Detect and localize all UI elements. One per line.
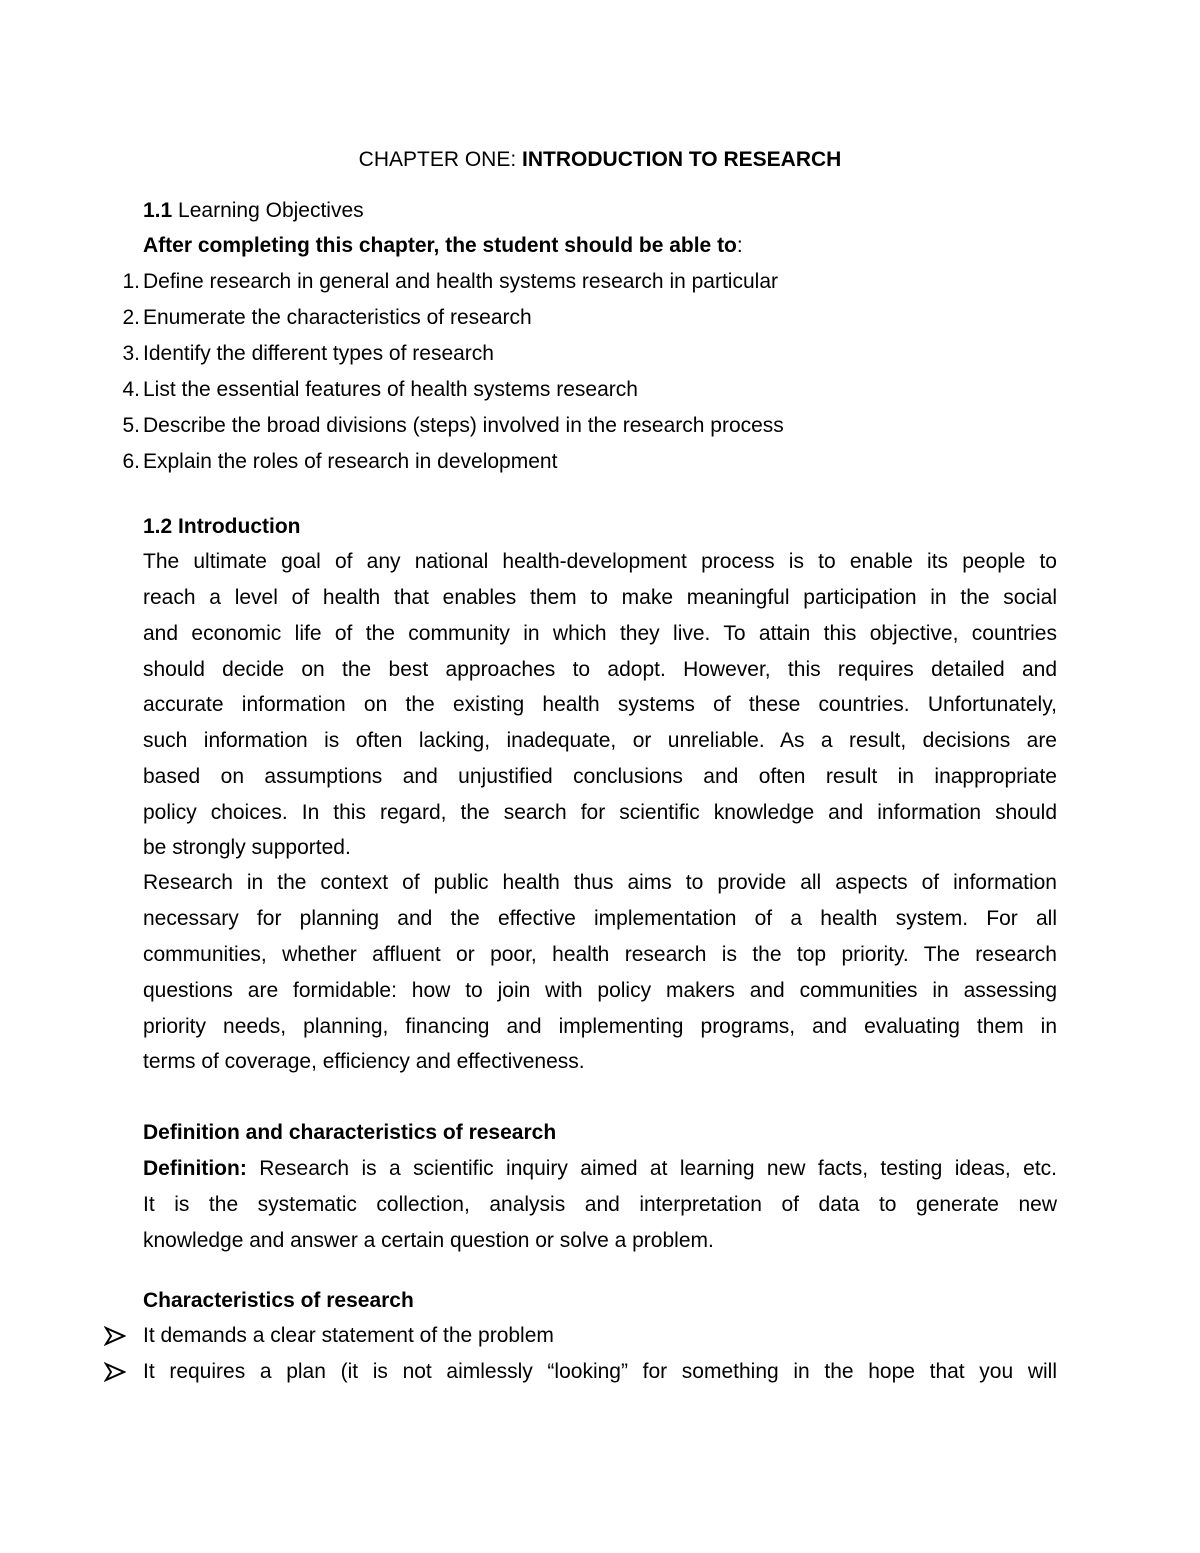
objectives-intro — [143, 233, 1057, 259]
objective-item: List the essential features of health systems research — [143, 378, 638, 401]
objectives-heading-number: 1.1 — [143, 199, 173, 222]
paragraph-line: based on assumptions and unjustified conclusions and often result in inappropriate — [143, 765, 1057, 788]
objective-number: 3. — [122, 342, 140, 365]
definition-label: Definition: — [143, 1157, 247, 1180]
paragraph-line: and economic life of the community in which they live. To attain this objective, countries — [143, 622, 1057, 645]
objective-item: Explain the roles of research in development — [143, 450, 558, 473]
definition-line: It is the systematic collection, analysis and interpretation of data to generate new — [143, 1193, 1057, 1216]
characteristic-item: It requires a plan (it is not aimlessly “looking” for something in the hope that you will — [143, 1360, 1057, 1383]
objective-item: Define research in general and health systems research in particular — [143, 270, 778, 293]
objectives-heading-text: Learning Objectives — [172, 199, 364, 222]
definition-text: Research is a scientific inquiry aimed at learning new facts, testing ideas, etc. — [246, 1157, 1057, 1180]
paragraph-line: be strongly supported. — [143, 836, 351, 859]
definition-line: knowledge and answer a certain question or solve a problem. — [143, 1229, 714, 1252]
characteristics-heading: Characteristics of research — [143, 1289, 414, 1312]
definition-line — [143, 1156, 1057, 1182]
introduction-heading: 1.2 Introduction — [143, 515, 301, 538]
paragraph-line: terms of coverage, efficiency and effectiveness. — [143, 1050, 585, 1073]
chapter-title — [0, 147, 1200, 173]
objective-number: 2. — [122, 306, 140, 329]
paragraph-line: policy choices. In this regard, the search for scientific knowledge and information should — [143, 801, 1057, 824]
paragraph-line: should decide on the best approaches to adopt. However, this requires detailed and — [143, 658, 1057, 681]
chapter-title-bold: INTRODUCTION TO RESEARCH — [522, 148, 842, 171]
paragraph-line: accurate information on the existing health systems of these countries. Unfortunately, — [143, 693, 1057, 716]
objective-item: Identify the different types of research — [143, 342, 494, 365]
objective-number: 1. — [122, 270, 140, 293]
paragraph-line: questions are formidable: how to join with policy makers and communities in assessing — [143, 979, 1057, 1002]
paragraph-line: The ultimate goal of any national health-development process is to enable its people to — [143, 550, 1057, 573]
paragraph-line: necessary for planning and the effective implementation of a health system. For all — [143, 907, 1057, 930]
paragraph-line: Research in the context of public health thus aims to provide all aspects of information — [143, 871, 1057, 894]
objectives-intro-colon: : — [736, 234, 743, 257]
definition-heading: Definition and characteristics of research — [143, 1121, 557, 1144]
paragraph-line: communities, whether affluent or poor, health research is the top priority. The research — [143, 943, 1057, 966]
characteristic-item: It demands a clear statement of the problem — [143, 1324, 554, 1347]
objective-item: Describe the broad divisions (steps) involved in the research process — [143, 414, 784, 437]
arrowhead-bullet-icon — [104, 1323, 128, 1349]
objective-number: 5. — [122, 414, 140, 437]
arrowhead-bullet-icon — [104, 1359, 128, 1385]
paragraph-line: priority needs, planning, financing and implementing programs, and evaluating them in — [143, 1015, 1057, 1038]
objective-item: Enumerate the characteristics of research — [143, 306, 532, 329]
chapter-title-prefix: CHAPTER ONE: — [358, 148, 523, 171]
objectives-intro-text: After completing this chapter, the student should be able to — [143, 234, 737, 257]
paragraph-line: reach a level of health that enables them to make meaningful participation in the social — [143, 586, 1057, 609]
paragraph-line: such information is often lacking, inadequate, or unreliable. As a result, decisions are — [143, 729, 1057, 752]
objectives-heading — [143, 198, 1057, 224]
objective-number: 6. — [122, 450, 140, 473]
objective-number: 4. — [122, 378, 140, 401]
